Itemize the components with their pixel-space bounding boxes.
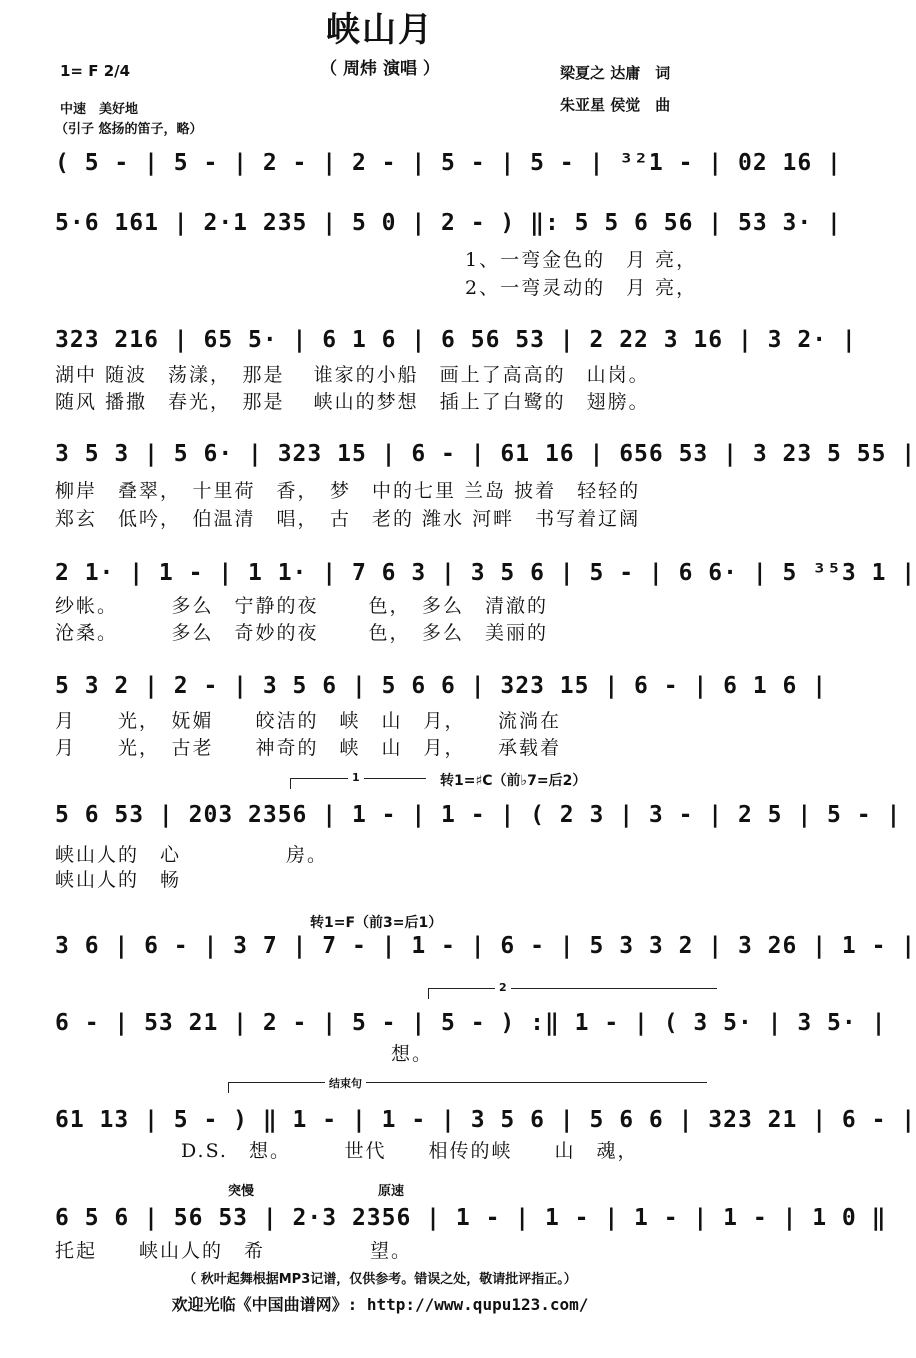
site-footer: 欢迎光临《中国曲谱网》: http://www.qupu123.com/ <box>171 1295 589 1314</box>
lyric-verse-2: 峡山人的 畅 <box>55 869 182 891</box>
modulation-marking: 转1=F（前3=后1） <box>310 915 443 931</box>
lyric-verse-1: 纱帐。 多么 宁静的夜 色， 多么 清澈的 <box>55 595 549 617</box>
notation-line: 5 6 53 | 203 2356 | 1 - | 1 - | ( 2 3 | 3 - | 2 5 | 5 - | <box>55 802 902 828</box>
lyric-verse-1: 湖中 随波 荡漾， 那是 谁家的小船 画上了高高的 山岗。 <box>55 364 650 386</box>
tempo-marking: 中速 美好地 <box>60 102 139 117</box>
lyric-verse-2: 郑玄 低吟， 伯温清 唱， 古 老的 潍水 河畔 书写着辽阔 <box>55 508 641 530</box>
notation-line: 3 5 3 | 5 6· | 323 15 | 6 - | 61 16 | 656 53 | 3 23 5 55 | <box>55 441 916 467</box>
notation-line: 3 6 | 6 - | 3 7 | 7 - | 1 - | 6 - | 5 3 3 2 | 3 26 | 1 - | <box>55 933 916 959</box>
notation-line: 61 13 | 5 - ) ‖ 1 - | 1 - | 3 5 6 | 5 6 6 | 323 21 | 6 - | <box>55 1107 916 1133</box>
notation-line: 5·6 161 | 2·1 235 | 5 0 | 2 - ) ‖: 5 5 6 56 | 53 3· | <box>55 210 842 236</box>
lyric-verse-1: 月 光， 妩媚 皎洁的 峡 山 月， 流淌在 <box>55 710 562 732</box>
modulation-marking: 转1=♯C（前♭7=后2） <box>440 773 587 789</box>
song-title: 峡山月 <box>326 10 434 50</box>
tempo-change-slow: 突慢 <box>228 1184 255 1199</box>
lyric-verse-2: 沧桑。 多么 奇妙的夜 色， 多么 美丽的 <box>55 622 549 644</box>
singer-credit: （ 周炜 演唱 ） <box>320 59 440 79</box>
lyricist-credit: 梁夏之 达庸 词 <box>560 64 671 82</box>
notation-line: 5 3 2 | 2 - | 3 5 6 | 5 6 6 | 323 15 | 6 - | 6 1 6 | <box>55 673 828 699</box>
volta-bracket-2 <box>428 988 717 999</box>
volta-number-2: 2 <box>495 981 511 994</box>
notation-line: ( 5 - | 5 - | 2 - | 2 - | 5 - | 5 - | ³²1 - | 02 16 | <box>55 150 842 176</box>
key-signature: 1= F 2/4 <box>60 62 131 80</box>
lyric-verse-2: 随风 播撒 春光， 那是 峡山的梦想 插上了白鹭的 翅膀。 <box>55 391 650 413</box>
lyric-verse-1: 托起 峡山人的 希 望。 <box>55 1240 413 1262</box>
intro-note: （引子 悠扬的笛子，略） <box>55 122 203 137</box>
lyric-verse-1: 柳岸 叠翠， 十里荷 香， 梦 中的七里 兰岛 披着 轻轻的 <box>55 480 641 502</box>
lyric-verse-1: 峡山人的 心 房。 <box>55 844 329 866</box>
lyric-verse-1: 想。 <box>55 1043 434 1065</box>
lyric-verse-2: 2、一弯灵动的 月 亮， <box>465 277 698 299</box>
notation-line: 2 1· | 1 - | 1 1· | 7 6 3 | 3 5 6 | 5 - | 6 6· | 5 ³⁵3 1 | <box>55 560 916 586</box>
lyric-verse-1: 1、一弯金色的 月 亮， <box>465 249 698 271</box>
ending-bracket <box>228 1082 707 1093</box>
tempo-change-original: 原速 <box>378 1184 405 1199</box>
lyric-verse-2: 月 光， 古老 神奇的 峡 山 月， 承载着 <box>55 737 562 759</box>
notation-line: 6 - | 53 21 | 2 - | 5 - | 5 - ) :‖ 1 - | ( 3 5· | 3 5· | <box>55 1010 887 1036</box>
composer-credit: 朱亚星 侯觉 曲 <box>560 96 671 114</box>
volta-number-1: 1 <box>348 771 364 784</box>
lyric-verse-1: D.S. 想。 世代 相传的峡 山 魂， <box>55 1140 639 1162</box>
transcription-note: （ 秋叶起舞根据MP3记谱，仅供参考。错误之处，敬请批评指正。） <box>183 1272 577 1287</box>
ending-label: 结束句 <box>325 1075 366 1091</box>
notation-line: 323 216 | 65 5· | 6 1 6 | 6 56 53 | 2 22 3 16 | 3 2· | <box>55 327 857 353</box>
notation-line: 6 5 6 | 56 53 | 2·3 2356 | 1 - | 1 - | 1 - | 1 - | 1 0 ‖ <box>55 1205 887 1231</box>
